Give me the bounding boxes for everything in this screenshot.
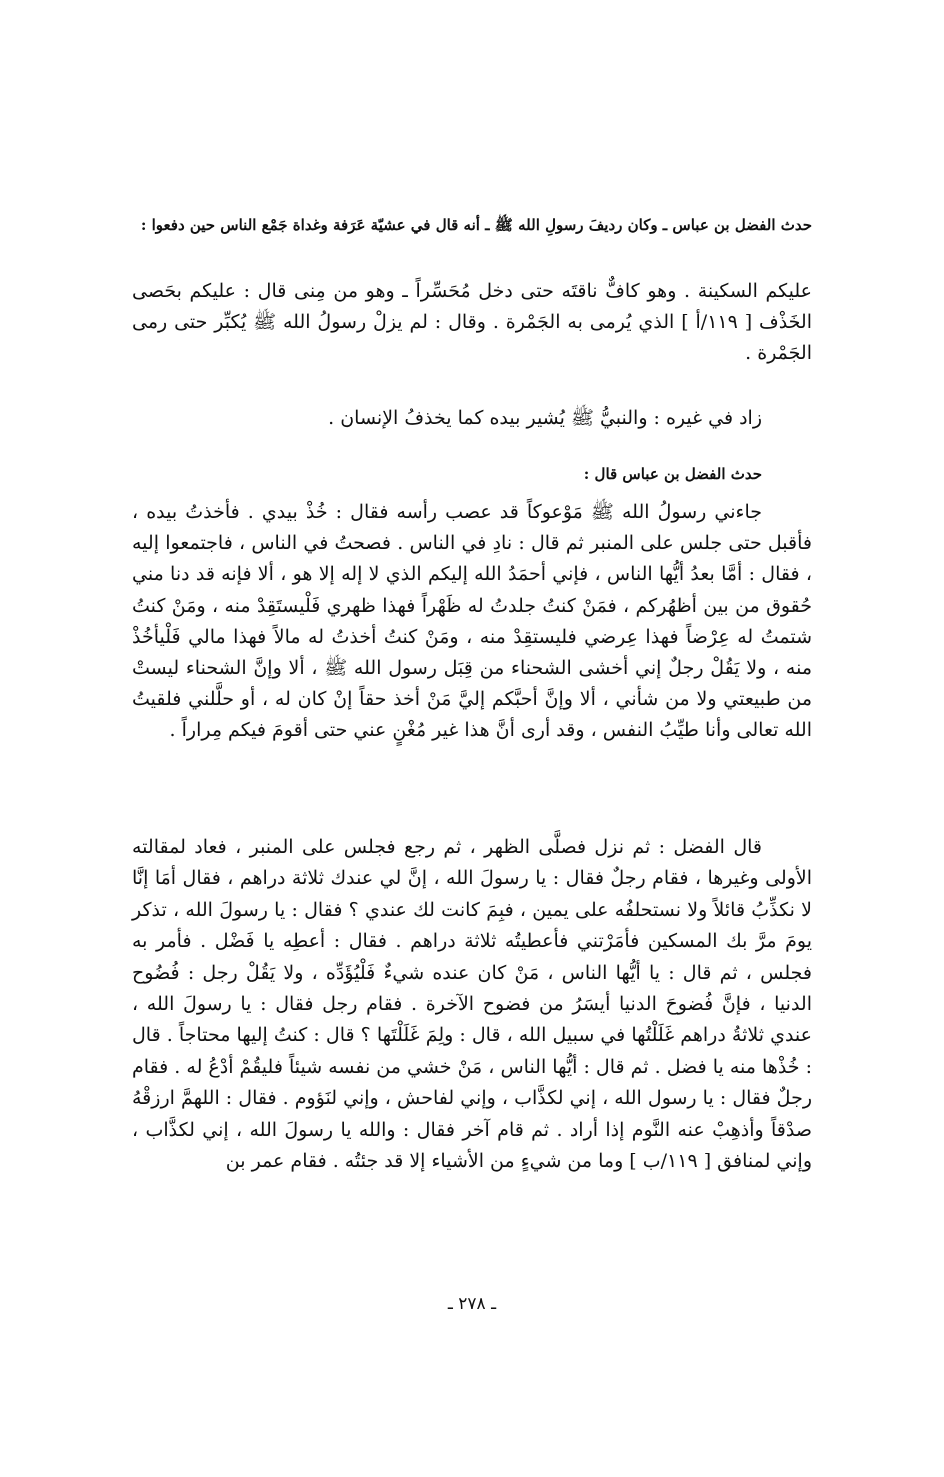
page-number: ـ ٢٧٨ ـ [447, 1294, 497, 1314]
fadl-narration-paragraph: قال الفضل : ثم نزل فصلَّى الظهر ، ثم رجع فجلس على المنبر ، فعاد لمقالته الأولى وغيرها ، فقام رجلٌ فقال : يا رسولَ الله ، إنَّ لي عندك ثلاثة دراهم ، فقال أمَا إنَّا لا نكذِّبُ قائلاً ولا نستحلفُه على يمين ، فبِمَ كانت لك عندي ؟ فقال : يا رسولَ الله ، تذكر يومَ مرَّ بك المسكين فأمَرْتني فأعطيتُه ثلاثة دراهم . فقال : أعطِه يا فَضْل . فأمر به فجلس ، ثم قال : يا أيُّها الناس ، مَنْ كان عنده شيءٌ فَلْيُؤَدِّه ، ولا يَقُلْ رجل : فُضُوح الدنيا ، فإنَّ فُضوحَ الدنيا أيسَرُ من فضوح الآخرة . فقام رجل فقال : يا رسولَ الله ، عندي ثلاثةُ دراهم غَلَلْتُها في سبيل الله ، قال : ولِمَ غَلَلْتَها ؟ قال : كنتُ إليها محتاجاً . قال : خُذْها منه يا فضل . ثم قال : أيُّها الناس ، مَنْ خشي من نفسه شيئاً فليقُمْ أدْعُ له . فقام رجلٌ فقال : يا رسول الله ، إني لكذَّاب ، وإني لفاحش ، وإني لنَؤوم . فقال : اللهمَّ ارزقْهُ صدْقاً وأذهِبْ عنه النَّوم إذا أراد . ثم قام آخر فقال : والله يا رسولَ الله ، إني لكذَّاب ، وإني لمنافق [ ١١٩/ب ] وما من شيءٍ من الأشياء إلا قد جئتُه . فقام عمر بن [132, 836, 812, 1173]
addition-note-paragraph: زاد في غيره : والنبيُّ ﷺ يُشير بيده كما يخذفُ الإنسان . [328, 407, 762, 429]
sermon-paragraph: جاءني رسولُ الله ﷺ مَوْعوكاً قد عصب رأسه فقال : خُذْ بيدي . فأخذتُ بيده ، فأقبل حتى جلس على المنبر ثم قال : نادِ في الناس . فصحتُ في الناس ، فاجتمعوا إليه ، فقال : أمَّا بعدُ أيُّها الناس ، فإني أحمَدُ الله إليكم الذي لا إله إلا هو ، ألا فإنه قد دنا مني حُقوق من بين أظهُركم ، فمَنْ كنتُ جلدتُ له ظَهْراً فهذا ظهري فَلْيستَقِدْ منه ، ومَنْ كنتُ شتمتُ له عِرْضاً فهذا عِرضي فليستقِدْ منه ، ومَنْ كنتُ أخذتُ له مالاً فهذا مالي فَلْيأخُذْ منه ، ولا يَقُلْ رجلٌ إني أخشى الشحناء من قِبَل رسول الله ﷺ ، ألا وإنَّ الشحناء ليستْ من طبيعتي ولا من شأني ، ألا وإنَّ أحبَّكم إليَّ مَنْ أخذ حقاً إنْ كان له ، أو حلَّلني فلقيتُ الله تعالى وأنا طيِّبُ النفس ، وقد أرى أنَّ هذا غير مُغْنٍ عني حتى أقومَ فيكم مِراراً . [132, 501, 812, 742]
hadith-text-paragraph: عليكم السكينة . وهو كافٌّ ناقتَه حتى دخل مُحَسِّراً ـ وهو من مِنى قال : عليكم بحَصى الخَذْف [ ١١٩/أ ] الذي يُرمى به الجَمْرة . وقال : لم يزلْ رسولُ الله ﷺ يُكبِّر حتى رمى الجَمْرة . [132, 280, 812, 364]
hadith-chain-header-2: حدث الفضل بن عباس قال : [583, 465, 762, 483]
hadith-chain-header: حدث الفضل بن عباس ـ وكان رديفَ رسولِ الله ﷺ ـ أنه قال في عشيّة عَرَفة وغداة جَمْع الناس حين دفعوا : [140, 216, 812, 234]
